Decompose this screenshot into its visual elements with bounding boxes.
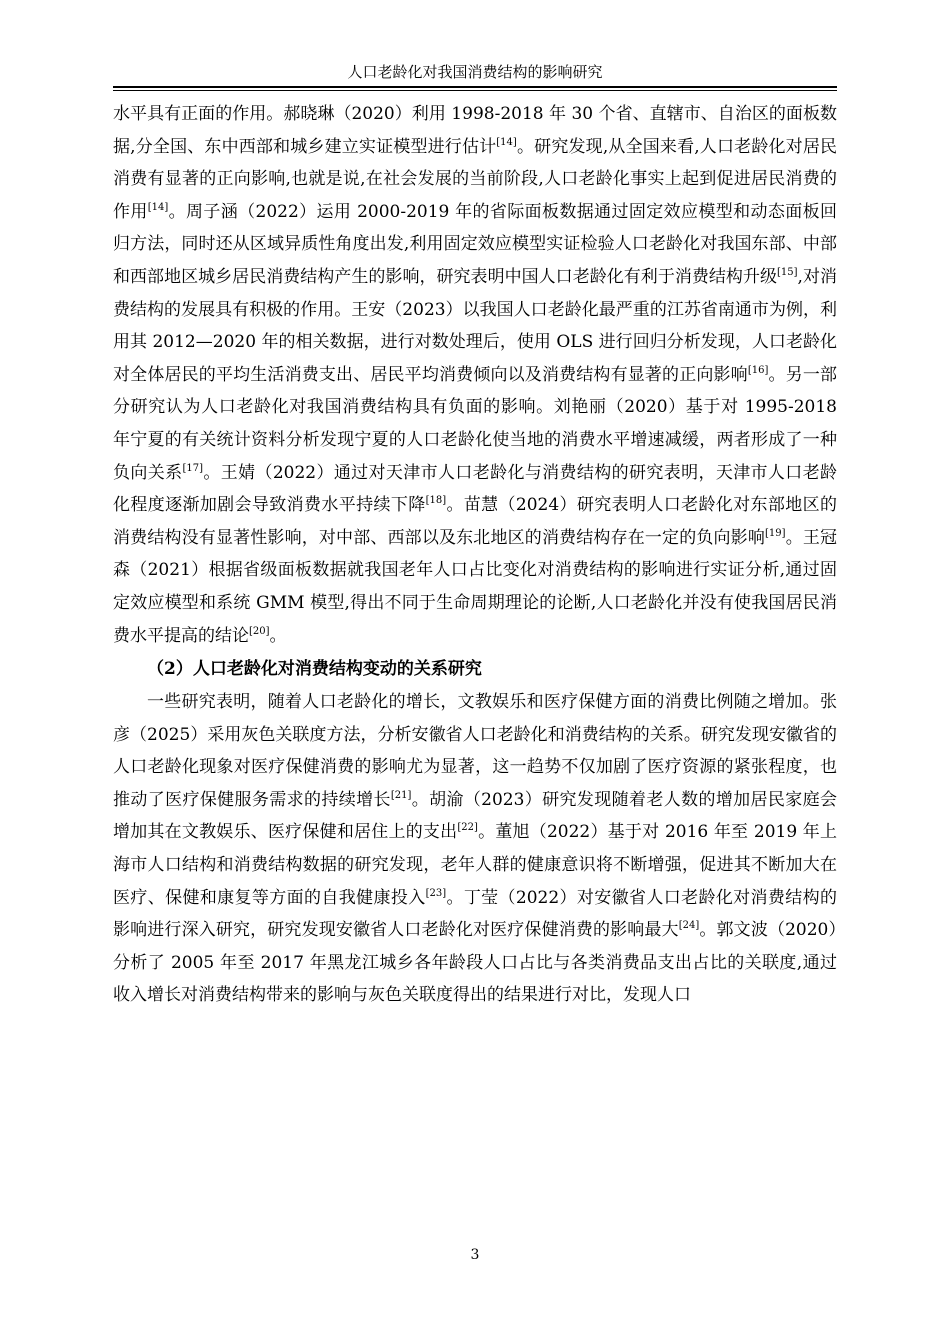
text-run: 。郭文波（2020）分析了 2005 年至 2017 年黑龙江城乡各年龄段人口占比与各类消费品支出占比的关联度,通过收入增长对消费结构带来的影响与灰色关联度得出的结果进行对比，发现人口 — [113, 920, 838, 1006]
page-body — [113, 98, 837, 1012]
text-run: 。丁莹（2022）对安徽省人口老龄化对消费结构的影响进行深入研究，研究发现安徽省人口老龄化对医疗保健消费的影响最大 — [113, 887, 838, 941]
body-paragraph-1 — [113, 98, 837, 652]
body-paragraph-2 — [113, 686, 837, 1012]
text-run: 。苗慧（2024）研究表明人口老龄化对东部地区的消费结构没有显著性影响，对中部、西部以及东北地区的消费结构存在一定的负向影响 — [113, 495, 838, 548]
text-run: 。王冠森（2021）根据省级面板数据就我国老年人口占比变化对消费结构的影响进行实证分析,通过固定效应模型和系统 GMM 模型,得出不同于生命周期理论的论断,人口老龄化并没有使我国居民消费水平提高的结论 — [113, 527, 838, 646]
header-rule-thin — [113, 90, 837, 91]
text-run: 。王婧（2022）通过对天津市人口老龄化与消费结构的研究表明，天津市人口老龄化程度逐渐加剧会导致消费水平持续下降 — [113, 462, 838, 516]
citation-ref: [20] — [249, 625, 270, 637]
text-run: 。胡渝（2023）研究发现随着老人数的增加居民家庭会增加其在文教娱乐、医疗保健和居住上的支出 — [113, 789, 837, 843]
citation-ref: [14] — [496, 136, 517, 148]
text-run: 。周子涵（2022）运用 2000-2019 年的省际面板数据通过固定效应模型和动态面板回归方法，同时还从区域异质性角度出发,利用固定效应模型实证检验人口老龄化对我国东部、中部和西部地区城乡居民消费结构产生的影响，研究表明中国人口老龄化有利于消费结构升级 — [113, 201, 837, 287]
text-run: ,对消费结构的发展具有积极的作用。王安（2023）以我国人口老龄化最严重的江苏省南通市为例，利用其 2012—2020 年的相关数据，进行对数处理后，使用 OLS 进行回归分析发现，人口老龄化对全体居民的平均生活消费支出、居民平均消费倾向以及消费结构有显著的正向影响 — [113, 266, 838, 385]
citation-ref: [23] — [425, 887, 447, 899]
citation-ref: [17] — [182, 462, 203, 474]
citation-ref: [22] — [457, 822, 478, 834]
text-run: 一些研究表明，随着人口老龄化的增长，文教娱乐和医疗保健方面的消费比例随之增加。张彦（2025）采用灰色关联度方法，分析安徽省人口老龄化和消费结构的关系。研究发现安徽省的人口老龄化现象对医疗保健消费的影响尤为显著，这一趋势不仅加剧了医疗资源的紧张程度，也推动了医疗保健服务需求的持续增长 — [113, 692, 837, 810]
citation-ref: [21] — [390, 789, 412, 801]
citation-ref: [16] — [747, 364, 769, 376]
citation-ref: [18] — [425, 495, 447, 507]
running-header: 人口老龄化对我国消费结构的影响研究 — [347, 63, 603, 81]
section-heading: （2）人口老龄化对消费结构变动的关系研究 — [147, 659, 482, 680]
header-rule-thick — [113, 86, 837, 88]
text-run: 。 — [269, 625, 287, 646]
text-run: 。研究发现,从全国来看,人口老龄化对居民消费有显著的正向影响,也就是说,在社会发展的当前阶段,人口老龄化事实上起到促进居民消费的作用 — [113, 136, 837, 222]
citation-ref: [15] — [777, 266, 798, 278]
citation-ref: [19] — [765, 527, 786, 539]
text-run: 。另一部分研究认为人口老龄化对我国消费结构具有负面的影响。刘艳丽（2020）基于对 1995-2018 年宁夏的有关统计资料分析发现宁夏的人口老龄化使当地的消费水平增速减缓，两者形成了一种负向关系 — [113, 364, 838, 483]
page-number: 3 — [470, 1247, 480, 1263]
text-run: 水平具有正面的作用。郝晓琳（2020）利用 1998-2018 年 30 个省、直辖市、自治区的面板数据,分全国、东中西部和城乡建立实证模型进行估计 — [113, 104, 837, 157]
citation-ref: [14] — [147, 201, 169, 213]
text-run: 。董旭（2022）基于对 2016 年至 2019 年上海市人口结构和消费结构数据的研究发现，老年人群的健康意识将不断增强，促进其不断加大在医疗、保健和康复等方面的自我健康投入 — [113, 822, 838, 908]
citation-ref: [24] — [678, 920, 700, 932]
